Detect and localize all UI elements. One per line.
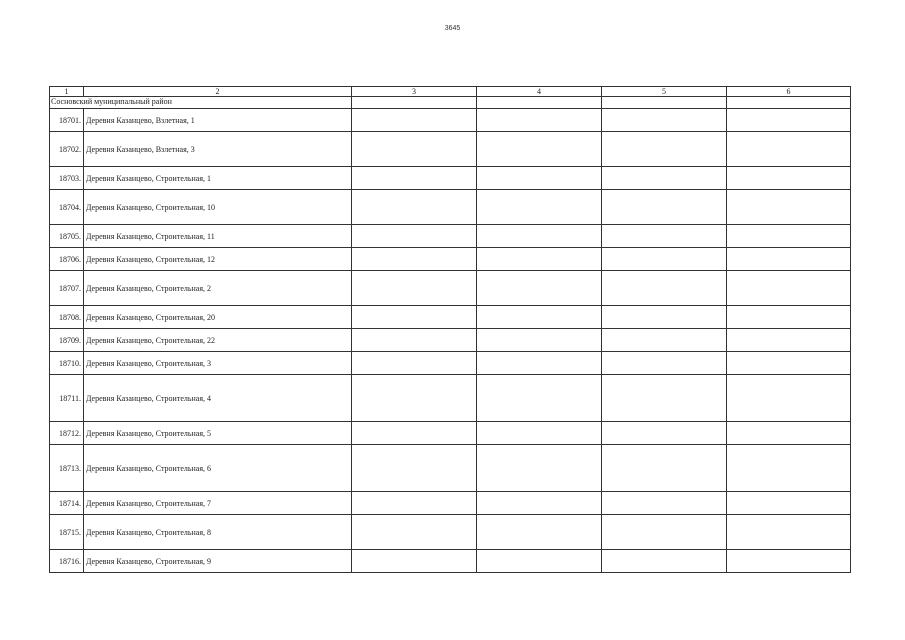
row-address: Деревня Казанцево, Строительная, 6 (84, 445, 352, 492)
table-cell (352, 225, 477, 248)
table-cell (352, 329, 477, 352)
column-number: 5 (602, 87, 727, 97)
row-address: Деревня Казанцево, Строительная, 11 (84, 225, 352, 248)
table-cell (352, 422, 477, 445)
table-cell (352, 445, 477, 492)
table-row (50, 515, 851, 550)
register-table (49, 86, 851, 573)
table-cell (477, 422, 602, 445)
row-number: 18703. (50, 167, 84, 190)
table-cell (602, 492, 727, 515)
row-address: Деревня Казанцево, Строительная, 3 (84, 352, 352, 375)
row-number: 18716. (50, 550, 84, 573)
row-number: 18715. (50, 515, 84, 550)
column-number: 2 (84, 87, 352, 97)
row-number: 18707. (50, 271, 84, 306)
table-cell (727, 550, 851, 573)
row-number: 18714. (50, 492, 84, 515)
table-cell (352, 132, 477, 167)
row-number: 18712. (50, 422, 84, 445)
table-cell (727, 248, 851, 271)
row-address: Деревня Казанцево, Строительная, 7 (84, 492, 352, 515)
table-cell (727, 515, 851, 550)
table-cell (602, 271, 727, 306)
table-cell (352, 167, 477, 190)
table-cell (352, 248, 477, 271)
table-cell (727, 97, 851, 109)
page-number: 3645 (444, 25, 461, 32)
table-cell (477, 492, 602, 515)
column-number: 6 (727, 87, 851, 97)
row-number: 18708. (50, 306, 84, 329)
table-cell (602, 445, 727, 492)
table-row (50, 109, 851, 132)
table-cell (602, 550, 727, 573)
table-cell (602, 248, 727, 271)
table-cell (477, 271, 602, 306)
table-cell (477, 306, 602, 329)
table-row (50, 375, 851, 422)
row-address: Деревня Казанцево, Строительная, 22 (84, 329, 352, 352)
row-number: 18704. (50, 190, 84, 225)
table-cell (602, 190, 727, 225)
table-cell (352, 515, 477, 550)
table-row (50, 422, 851, 445)
table-cell (477, 352, 602, 375)
table-cell (727, 492, 851, 515)
table-cell (727, 352, 851, 375)
table-row (50, 225, 851, 248)
table-cell (477, 225, 602, 248)
table-cell (352, 550, 477, 573)
table-cell (602, 132, 727, 167)
table-cell (352, 306, 477, 329)
table-row (50, 492, 851, 515)
row-number: 18706. (50, 248, 84, 271)
table-cell (727, 109, 851, 132)
table-cell (352, 271, 477, 306)
table-cell (602, 109, 727, 132)
column-number-row (50, 87, 851, 97)
table-cell (477, 132, 602, 167)
table-cell (477, 445, 602, 492)
table-row (50, 132, 851, 167)
row-number: 18705. (50, 225, 84, 248)
row-address: Деревня Казанцево, Взлетная, 3 (84, 132, 352, 167)
table-cell (602, 422, 727, 445)
row-number: 18710. (50, 352, 84, 375)
row-address: Деревня Казанцево, Строительная, 1 (84, 167, 352, 190)
table-cell (352, 97, 477, 109)
table-row (50, 550, 851, 573)
table-cell (727, 225, 851, 248)
row-address: Деревня Казанцево, Строительная, 20 (84, 306, 352, 329)
table-cell (352, 375, 477, 422)
table-cell (477, 515, 602, 550)
section-row (50, 97, 851, 109)
table-row (50, 190, 851, 225)
row-number: 18713. (50, 445, 84, 492)
table-cell (602, 375, 727, 422)
table-cell (352, 352, 477, 375)
table-row (50, 352, 851, 375)
table-cell (477, 550, 602, 573)
table-cell (727, 422, 851, 445)
table-cell (602, 167, 727, 190)
table-row (50, 248, 851, 271)
section-title: Сосновский муниципальный район (50, 97, 352, 109)
column-number: 4 (477, 87, 602, 97)
table-row (50, 306, 851, 329)
table-cell (477, 167, 602, 190)
table-cell (477, 375, 602, 422)
table-cell (602, 352, 727, 375)
row-number: 18711. (50, 375, 84, 422)
table-cell (477, 109, 602, 132)
table-row (50, 329, 851, 352)
row-address: Деревня Казанцево, Строительная, 5 (84, 422, 352, 445)
table-cell (727, 271, 851, 306)
row-number: 18702. (50, 132, 84, 167)
table-cell (602, 329, 727, 352)
row-address: Деревня Казанцево, Строительная, 4 (84, 375, 352, 422)
table-cell (477, 329, 602, 352)
table-cell (477, 190, 602, 225)
table-cell (727, 167, 851, 190)
table-row (50, 271, 851, 306)
column-number: 3 (352, 87, 477, 97)
table-cell (727, 132, 851, 167)
table-cell (352, 492, 477, 515)
table-row (50, 445, 851, 492)
table-cell (602, 306, 727, 329)
table-cell (352, 109, 477, 132)
row-number: 18709. (50, 329, 84, 352)
table-cell (602, 225, 727, 248)
row-address: Деревня Казанцево, Строительная, 9 (84, 550, 352, 573)
table-row (50, 167, 851, 190)
table-cell (602, 515, 727, 550)
row-address: Деревня Казанцево, Строительная, 2 (84, 271, 352, 306)
row-address: Деревня Казанцево, Строительная, 8 (84, 515, 352, 550)
column-number: 1 (50, 87, 84, 97)
table-cell (727, 329, 851, 352)
table-cell (602, 97, 727, 109)
row-address: Деревня Казанцево, Строительная, 10 (84, 190, 352, 225)
table-cell (477, 97, 602, 109)
table-cell (727, 190, 851, 225)
table-cell (727, 375, 851, 422)
table-cell (477, 248, 602, 271)
table-cell (727, 306, 851, 329)
row-number: 18701. (50, 109, 84, 132)
table-cell (352, 190, 477, 225)
table-cell (727, 445, 851, 492)
row-address: Деревня Казанцево, Взлетная, 1 (84, 109, 352, 132)
row-address: Деревня Казанцево, Строительная, 12 (84, 248, 352, 271)
